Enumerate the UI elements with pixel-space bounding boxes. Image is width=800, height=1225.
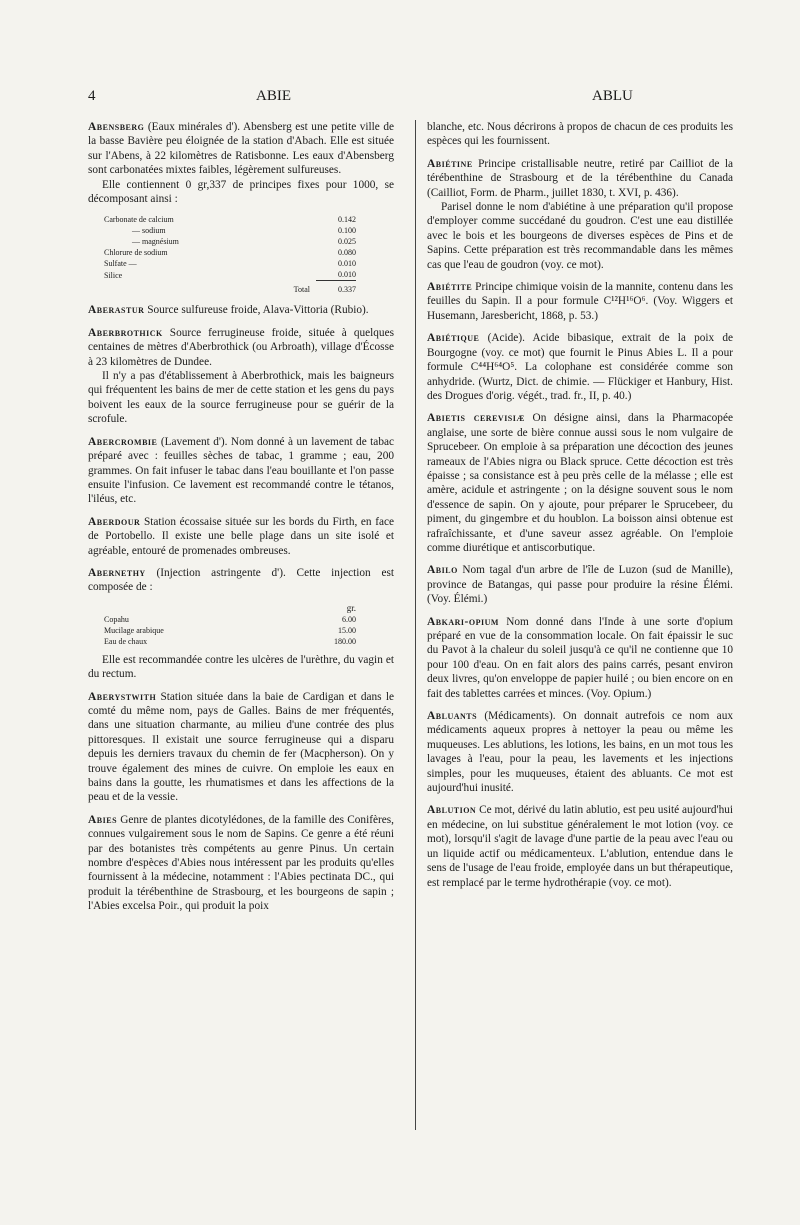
entry-abluants (427, 709, 733, 795)
entry-text: Station écossaise située sur les bords du Firth, en face de Portobello. Il existe une belle plage dans un site isolé et agréable, entouré de promenades ombreuses. (88, 515, 395, 557)
headword: Abiétite (427, 281, 473, 294)
entry-text: (Eaux minérales d'). Abensberg est une petite ville de la basse Bavière peu éloignée de la station d'Abach. Elle est située sur l'Abens, à 22 kilomètres de Ratisbonne. Les eaux d'Abensberg sont carbonatées mixtes faibles, légèrement sulfureuses. (88, 121, 394, 177)
headword: Abilo (427, 564, 458, 577)
entry-abies-continued (427, 120, 733, 149)
entry-text: Station située dans la baie de Cardigan et dans le comté du même nom, pays de Galles. Bains de mer fréquentés, dans une situation charmante, au milieu d'une contrée des plus pittoresques. Il existait une source ferrugineuse qui a disparu depuis les derniers travaux du chemin de fer (Macpherson). On y trouve également des mines de cuivre. On emploie les eaux en bains dans la goutte, les rhumatismes et dans les affections de la peau et de la vessie. (88, 690, 394, 804)
entry-abietique (427, 331, 733, 403)
running-head-left: ABIE (256, 88, 291, 104)
headword: Abercrombie (88, 435, 158, 448)
entry-text: Principe cristallisable neutre, retiré par Cailliot de la térébenthine de Strasbourg et de la térébenthine du Canada (Cailliot, Form. de Pharm., juillet 1830, t. XVI, p. 436). (427, 157, 733, 199)
entry-ablution (427, 803, 733, 889)
table-total-row: Total 0.337 (104, 281, 356, 296)
entry-abernethy (88, 566, 394, 682)
entry-text: Source ferrugineuse froide, située à quelques centaines de mètres d'Aberbrothick (ou Arbroath), village d'Écosse à 23 kilomètres de Dundee. (88, 326, 394, 368)
entry-abkari-opium (427, 615, 733, 701)
entry-text: Nom donné dans l'Inde à une sorte d'opium préparé en vue de la consommation locale. On fait épaissir le suc du Pavot à la chaleur du soleil jusqu'à ce qu'il ne contienne que 10 pour 100 d'eau. On en fait alors des pains carrés, pesant environ deux livres, qu'on enveloppe de papier huilé ; ou bien encore on en fait des tablettes carrées et minces. (Voy. Opium.) (427, 615, 734, 700)
entry-text: Il n'y a pas d'établissement à Aberbrothick, mais les baigneurs qui fréquentent les bains de mer de cette station et les gens du pays boivent les eaux de la source ferrugineuse pour se guérir de la scrofule. (88, 370, 394, 426)
entry-text: blanche, etc. Nous décrirons à propos de chacun de ces produits les espèces qui les fournissent. (427, 121, 733, 148)
composition-table (104, 214, 356, 295)
table-row: — sodium 0.100 (132, 226, 356, 236)
entry-aberdour (88, 515, 394, 558)
headword: Abies (88, 813, 118, 826)
column-divider (415, 120, 416, 1130)
entry-text: (Médicaments). On donnait autrefois ce nom aux médicaments aqueux propres à nettoyer la peau ou même les muqueuses. Les ablutions, les lotions, les bains, en un mot tous les lavages à l'eau, pour la peau, les lavements et les injections simples, pour les muqueuses, étaient des abluants. Ce mot est aujourd'hui inusité. (427, 710, 733, 795)
entry-text: Elle contiennent 0 gr,337 de principes fixes pour 1000, se décomposant ainsi : (88, 178, 394, 206)
entry-text: Ce mot, dérivé du latin ablutio, est peu usité aujourd'hui en médecine, on lui substitue généralement le mot lotion (voy. ce mot), lorsqu'il s'agit de lavage d'une partie de la peau avec l'eau ou un liquide actif ou médicamenteux. L'ablution, entendue dans le sens de l'usage de l'eau froide, employée dans un but thérapeutique, est remplacé par le terme hydrothérapie (voy. ce mot). (427, 804, 733, 889)
headword: Aberdour (88, 515, 141, 528)
entry-text: Elle est recommandée contre les ulcères de l'urèthre, du vagin et du rectum. (88, 653, 394, 681)
table-row: Sulfate — 0.010 (104, 259, 356, 269)
headword: Aberbrothick (88, 326, 163, 339)
entry-aberastur (88, 303, 394, 317)
entry-abilo (427, 563, 733, 606)
table-row: Silice 0.010 (104, 270, 356, 280)
entry-aberbrothick (88, 326, 394, 427)
running-head-right: ABLU (592, 88, 633, 104)
headword: Aberystwith (88, 690, 157, 703)
headword: Abietis cerevisiæ (427, 412, 525, 425)
left-column (88, 120, 394, 922)
table-row: Chlorure de sodium 0.080 (104, 248, 356, 258)
table-row: — magnésium 0.025 (132, 237, 356, 247)
table-unit-row: gr. (346, 602, 356, 613)
entry-text: Nom tagal d'un arbre de l'île de Luzon (sud de Manille), province de Batangas, qui passe pour produire la résine Élémi. (Voy. Élémi.) (427, 564, 733, 606)
entry-abies (88, 813, 394, 914)
right-column (427, 120, 733, 898)
entry-abensberg (88, 120, 394, 295)
entry-text: Source sulfureuse froide, Alava-Vittoria (Rubio). (147, 304, 369, 317)
page-header (0, 88, 800, 108)
entry-abietite (427, 280, 733, 323)
entry-text: On désigne ainsi, dans la Pharmacopée anglaise, une sorte de bière connue aussi sous le nom vulgaire de Sprucebeer. On emploie à sa préparation une décoction des jeunes rameaux de l'Abies nigra ou Black spruce. Cette décoction est très épaisse ; sa consistance est à peu près celle de la mélasse ; elle est amère, acidule et astringente ; on la désigne souvent sous le nom d'essence de sapin. On y ajoute, pour préparer le Sprucebeer, du piment, du gingembre et du houblon. La boisson ainsi obtenue est rafraîchissante, et d'une saveur assez agréable. On l'emploie comme diurétique et antiscorbutique. (427, 412, 733, 554)
headword: Abensberg (88, 121, 145, 133)
entry-text: (Injection astringente d'). Cette injection est composée de : (88, 566, 394, 594)
page-number: 4 (88, 88, 96, 104)
headword: Abluants (427, 710, 478, 723)
table-row: Carbonate de calcium 0.142 (104, 215, 356, 225)
entry-aberystwith (88, 690, 394, 805)
headword: Aberastur (88, 304, 145, 317)
entry-abercrombie (88, 435, 394, 507)
entry-text: (Lavement d'). Nom donné à un lavement de tabac préparé avec : feuilles sèches de tabac, 1 gramme ; eau, 200 grammes. On fait infuser le tabac dans l'eau bouillante et l'on passe ensuite l'infusion. Ce lavement est recommandé contre le tétanos, l'iléus, etc. (88, 435, 394, 506)
headword: Abiétine (427, 157, 473, 170)
entry-abietis-cerevisiae (427, 411, 733, 555)
headword: Abkari-opium (427, 615, 499, 628)
injection-table (104, 603, 356, 647)
headword: Abernethy (88, 566, 146, 579)
table-row: Copahu 6.00 (104, 614, 356, 624)
table-row: Mucilage arabique 15.00 (104, 625, 356, 635)
headword: Ablution (427, 804, 477, 817)
entry-text: Principe chimique voisin de la mannite, contenu dans les feuilles du Sapin. Il a pour formule C¹²H¹⁶O⁶. (Voy. Wiggers et Husemann, Jaresbericht, 1868, p. 53.) (427, 281, 733, 322)
entry-abietine (427, 157, 733, 272)
entry-text: (Acide). Acide bibasique, extrait de la poix de Bourgogne (voy. ce mot) que fournit le Pinus Abies L. Il a pour formule C⁴⁴H⁶⁴O⁵. La colophane est considérée comme son anhydride. (Wurtz, Dict. de chimie. — Flückiger et Hanbury, Hist. des Drogues d'orig. végét., trad. fr., II, p. 40.) (427, 332, 734, 402)
headword: Abiétique (427, 332, 480, 345)
entry-text: Parisel donne le nom d'abiétine à une préparation qu'il propose d'employer comme succédané du goudron. C'est une eau distillée avec le bois et les bourgeons de diverses espèces de Pins et de Sapins. Cette préparation est très recommandable dans les mêmes cas que l'eau de goudron (voy. ce mot). (427, 201, 733, 271)
entry-text: Genre de plantes dicotylédones, de la famille des Conifères, connues vulgairement sous le nom de Sapins. Ce genre a été réuni par des botanistes très compétents au genre Pinus. Un certain nombre d'espèces d'Abies nous intéressent par les produits qu'elles fournissent à la médecine, notamment : l'Abies pectinata DC., qui produit la térébenthine de Strasbourg, et les bourgeons de sapin ; l'Abies excelsa Poir., qui produit la poix (88, 813, 394, 913)
table-row: Eau de chaux 180.00 (104, 636, 356, 646)
